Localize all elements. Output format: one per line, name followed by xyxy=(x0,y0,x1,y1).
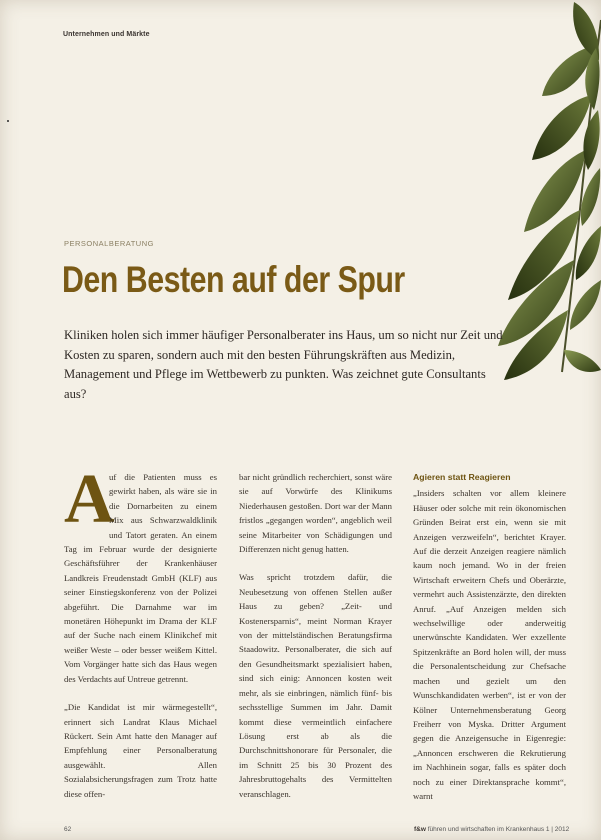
text-column-2 xyxy=(239,470,392,815)
magazine-logo: f&w xyxy=(414,826,426,833)
paragraph xyxy=(64,461,217,686)
article-rubric: PERSONALBERATUNG xyxy=(64,239,154,248)
paragraph-text: uf die Patienten muss es gewirkt haben, als wäre sie in die Dornarbeiten zu einem Mix aus Schwarzwaldklinik und Tatort geraten. An einem Tag im Februar wurde der designierte Geschäftsführer der Krankenhäuser Landkreis Freudenstadt GmbH (KLF) aus seiner Einstiegskonferenz von der Polizei abgeführt. Die Darnahme war im monetären Höhepunkt im Drama der KLF auf der Suche nach einem Klinikchef mit weißer Weste – oder besser weißem Kittel. Vom Vorgänger hatte sich das Haus wegen des Verdachts auf Untreue getrennt. xyxy=(64,472,217,684)
text-column-3 xyxy=(413,470,566,817)
section-header: Unternehmen und Märkte xyxy=(63,31,150,38)
paragraph: bar nicht gründlich recherchiert, sonst wäre sie auf Vorwürfe des Klinikums Niederhausen gestoßen. Dort war der Mann fristlos „gegangen worden“, angeblich weil seine Mitarbeiter von Schädigungen und Differenzen nicht genug hatten. xyxy=(239,472,392,555)
article-headline: Den Besten auf der Spur xyxy=(62,259,405,300)
magazine-issue: führen und wirtschaften im Krankenhaus 1 | 2012 xyxy=(427,826,570,833)
scan-speck xyxy=(7,120,9,122)
drop-cap: A xyxy=(64,461,115,538)
article-intro: Kliniken holen sich immer häufiger Personalberater ins Haus, um so nicht nur Zeit und Kosten zu sparen, sondern auch mit den besten Führungskräften aus Medizin, Management und Pflege im Wettbewerb zu punkten. Was zeichnet gute Consultants aus? xyxy=(64,328,503,401)
subheading: Agieren statt Reagieren xyxy=(413,472,511,482)
paragraph: „Insiders schalten vor allem kleinere Häuser oder solche mit rein ökonomischen Gründen Beirat erst ein, wenn sie mit Anzeigen verzweifeln“, berichtet Krayer. Auf die derzeit Anzeigen reagiere nämlich kaum noch jemand. Wo in der freien Wirtschaft erweitern Chefs und Oberärzte, vermehrt auch Assistenzärzte, den direkten Anruf. „Auf Anzeigen melden sich wechselwillige oder anderweitig unerwünschte Kandidaten. Wer exzellente Spitzenkräfte an Bord holen will, der muss die Personalentscheidung zur Chefsache machen und gezielt um den Wunschkandidaten werben“, ist er von der Kölner Unternehmensberatung Georg Freiherr von Myska. Dritter Argument gegen die Anzeigensuche in Eigenregie: „Annoncen erschweren die Rekrutierung im Nachhinein sogar, falls es später doch noch zu einer Direktansprache kommt“, warnt xyxy=(413,488,566,801)
page-number: 62 xyxy=(64,826,72,833)
magazine-footer xyxy=(414,826,569,833)
text-column-1 xyxy=(64,461,217,815)
paragraph: „Die Kandidat ist mir wärmegestellt“, erinnert sich Landrat Klaus Michael Rückert. Sein Amt hatte den Manager auf Empfehlung einer Personalberatung ausgewählt. Allen Sozialabsicherungsfragen zum Trotz hatte diese offen- xyxy=(64,702,217,799)
paragraph: Was spricht trotzdem dafür, die Neubesetzung von offenen Stellen außer Haus zu geben? „Zeit- und Kostenersparnis“, meint Norman Krayer von der mittelständischen Beratungsfirma Staadowitz. Personalberater, die sich auf den Gesundheitsmarkt spezialisiert haben, sind sich einig: Annoncen kosten weit mehr, als sie einbringen, nämlich fünf- bis sechsstellige Summen im Jahr. Damit kommt diese vermeintlich einfachere Lösung erst ab als die Durchschnittshonorare für Personaler, die im Schnitt 25 bis 30 Prozent des Jahresbruttogehalts des Vermittelten veranschlagen. xyxy=(239,572,392,799)
